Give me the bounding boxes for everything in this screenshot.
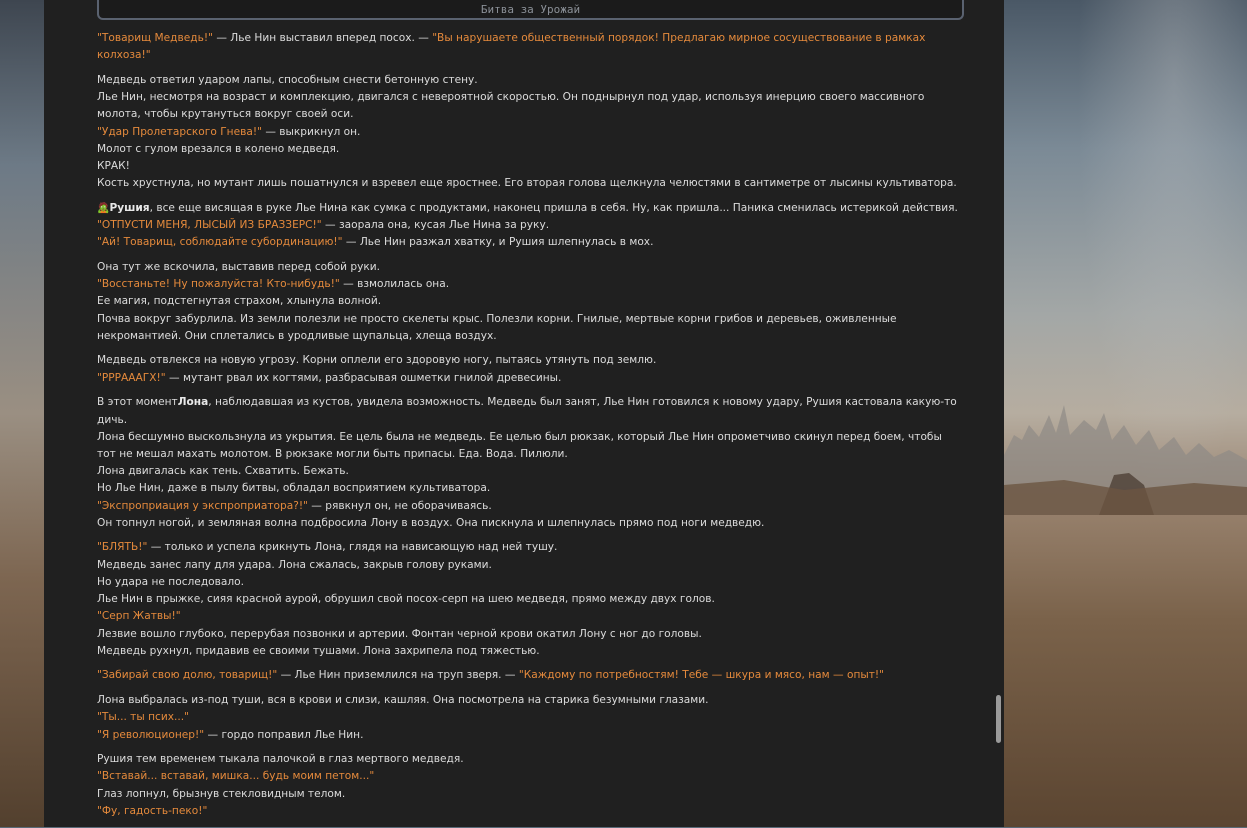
story-line: [97, 200, 964, 217]
story-line: [97, 515, 964, 532]
narration-text: Лье Нин в прыжке, сияя красной аурой, обрушил свой посох-серп на шею медведя, прямо между двух голов.: [97, 593, 715, 606]
narration-text: Лона выбралась из-под туши, вся в крови и слизи, кашляя. Она посмотрела на старика безумными глазами.: [97, 694, 709, 707]
dialogue-quote: "Забирай свою долю, товарищ!": [97, 669, 278, 682]
dialogue-quote: "Вставай... вставай, мишка... будь моим петом...": [97, 770, 375, 783]
character-name: Рушия: [109, 201, 150, 214]
narration-text: Медведь отвлекся на новую угрозу. Корни оплели его здоровую ногу, пытаясь утянуть под землю.: [97, 354, 657, 367]
story-paragraph: [97, 259, 964, 345]
chapter-title: Битва за Урожай: [480, 2, 581, 16]
story-line: [97, 786, 964, 803]
narration-text: Она тут же вскочила, выставив перед собой руки.: [97, 260, 381, 273]
story-line: [97, 89, 964, 123]
story-line: [97, 667, 964, 684]
story-paragraph: [97, 751, 964, 820]
story-text: [97, 30, 964, 828]
narration-text: КРАК!: [97, 159, 130, 172]
story-line: [97, 498, 964, 515]
story-paragraph: [97, 200, 964, 252]
story-line: [97, 643, 964, 660]
dialogue-quote: "Товарищ Медведь!": [97, 32, 213, 44]
story-line: [97, 234, 964, 251]
story-line: [97, 539, 964, 556]
chapter-title-bar[interactable]: [97, 0, 964, 20]
story-line: [97, 591, 964, 608]
story-line: [97, 751, 964, 768]
story-line: [97, 557, 964, 574]
narration-text: В этот момент: [97, 396, 178, 409]
story-line: [97, 217, 964, 234]
story-paragraph: [97, 539, 964, 659]
story-line: [97, 370, 964, 387]
narration-text: Кость хрустнула, но мутант лишь пошатнулся и взревел еще яростнее. Его вторая голова щелкнула челюстями в сантиметре от лысины культиватора.: [97, 177, 957, 190]
narration-text: , наблюдавшая из кустов, увидела возможность. Медведь был занят, Лье Нин готовился к новому удару, Рушия кастовала какую-то дичь.: [97, 396, 957, 426]
dialogue-quote: "Ай! Товарищ, соблюдайте субординацию!": [97, 236, 343, 249]
story-line: [97, 574, 964, 591]
narration-text: Молот с гулом врезался в колено медведя.: [97, 142, 340, 155]
narration-text: Медведь рухнул, придавив ее своими тушами. Лона захрипела под тяжестью.: [97, 644, 540, 657]
narration-text: Ее магия, подстегнутая страхом, хлынула волной.: [97, 295, 382, 308]
background-ruins: [1004, 395, 1247, 515]
story-line: [97, 692, 964, 709]
dialogue-quote: "Я революционер!": [97, 728, 205, 741]
story-line: [97, 311, 964, 345]
narration-text: Медведь ответил ударом лапы, способным снести бетонную стену.: [97, 73, 478, 86]
narration-text: Лезвие вошло глубоко, перерубая позвонки и артерии. Фонтан черной крови окатил Лону с ног до головы.: [97, 627, 702, 640]
scrollbar-thumb[interactable]: [996, 695, 1001, 743]
narration-text: Он топнул ногой, и земляная волна подбросила Лону в воздух. Она пискнула и шлепнулась прямо под ноги медведю.: [97, 516, 765, 529]
story-line: [97, 259, 964, 276]
background-left-strip: [0, 0, 44, 827]
story-line: [97, 175, 964, 192]
narration-text: Лона двигалась как тень. Схватить. Бежать.: [97, 465, 349, 478]
narration-text: — Лье Нин разжал хватку, и Рушия шлепнулась в мох.: [342, 236, 654, 249]
story-line: [97, 463, 964, 480]
dialogue-quote: "БЛЯТЬ!": [97, 541, 148, 554]
narration-text: Рушия тем временем тыкала палочкой в глаз мертвого медведя.: [97, 753, 464, 766]
story-line: [97, 72, 964, 89]
narration-text: Лона бесшумно выскользнула из укрытия. Ее цель была не медведь. Ее целью был рюкзак, который Лье Нин опрометчиво скинул перед боем, чтобы тот не мешал махать молотом. В рюкзаке могли быть припасы. Еда. Вода. Пилюли.: [97, 430, 942, 460]
narration-text: — Лье Нин приземлился на труп зверя. —: [277, 669, 519, 682]
story-paragraph: [97, 352, 964, 386]
story-paragraph: [97, 692, 964, 744]
story-line: [97, 727, 964, 744]
story-line: [97, 429, 964, 463]
narration-text: — Лье Нин выставил вперед посох. —: [212, 32, 433, 44]
story-paragraph: [97, 72, 964, 192]
story-line: [97, 803, 964, 820]
narration-text: — взмолилась она.: [339, 278, 450, 291]
dialogue-quote: "Серп Жатвы!": [97, 610, 181, 623]
narration-text: — только и успела крикнуть Лона, глядя на нависающую над ней тушу.: [147, 541, 558, 554]
story-line: [97, 276, 964, 293]
story-line: [97, 768, 964, 785]
narration-text: — мутант рвал их когтями, разбрасывая ошметки гнилой древесины.: [165, 371, 562, 384]
story-line: [97, 480, 964, 497]
story-line: [97, 626, 964, 643]
narration-text: Но удара не последовало.: [97, 575, 244, 588]
narration-text: Медведь занес лапу для удара. Лона сжалась, закрыв голову руками.: [97, 558, 492, 571]
dialogue-quote: "Удар Пролетарского Гнева!": [97, 125, 262, 138]
dialogue-quote: "Экспроприация у экспроприатора?!": [97, 499, 308, 512]
dialogue-quote: "Фу, гадость-пеко!": [97, 804, 208, 817]
dialogue-quote: "Ты... ты псих...": [97, 711, 189, 724]
dialogue-quote: "Каждому по потребностям! Тебе — шкура и мясо, нам — опыт!": [518, 669, 885, 682]
story-line: [97, 158, 964, 175]
narration-text: Глаз лопнул, брызнув стекловидным телом.: [97, 787, 346, 800]
story-line: [97, 352, 964, 369]
narration-text: Почва вокруг забурлила. Из земли полезли не просто скелеты крыс. Полезли корни. Гнилые, мертвые корни грибов и деревьев, оживленные некромантией. Они сплетались в уродливые щупальца, хлеща воздух.: [97, 312, 897, 342]
narration-text: — заорала она, кусая Лье Нина за руку.: [321, 219, 550, 232]
story-line: [97, 394, 964, 428]
narration-text: Но Лье Нин, даже в пылу битвы, обладал восприятием культиватора.: [97, 482, 491, 495]
story-line: [97, 124, 964, 141]
story-line: [97, 293, 964, 310]
zombie-icon: 🧟: [97, 202, 110, 214]
narration-text: — выкрикнул он.: [261, 125, 361, 138]
story-paragraph: [97, 667, 964, 684]
story-line: [97, 30, 964, 64]
dialogue-quote: "Вы нарушаете общественный порядок! Предлагаю мирное сосуществование в рамках колхоза!": [97, 32, 926, 62]
dialogue-quote: "РРРААAГХ!": [97, 371, 166, 384]
dialogue-quote: "ОТПУСТИ МЕНЯ, ЛЫСЫЙ ИЗ БРАЗЗЕРС!": [97, 219, 322, 232]
story-paragraph: [97, 30, 964, 64]
narration-text: — рявкнул он, не оборачиваясь.: [307, 499, 492, 512]
narration-text: — гордо поправил Лье Нин.: [204, 728, 364, 741]
story-line: [97, 709, 964, 726]
story-line: [97, 141, 964, 158]
dialogue-quote: "Восстаньте! Ну пожалуйста! Кто-нибудь!": [97, 278, 340, 291]
character-name: Лона: [177, 396, 209, 409]
narration-text: Лье Нин, несмотря на возраст и комплекцию, двигался с невероятной скоростью. Он поднырнул под удар, используя инерцию своего массивного молота, чтобы крутануться вокруг своей оси.: [97, 91, 925, 121]
story-paragraph: [97, 394, 964, 532]
story-line: [97, 608, 964, 625]
narration-text: , все еще висящая в руке Лье Нина как сумка с продуктами, наконец пришла в себя. Ну, как пришла... Паника сменилась истерикой действия.: [149, 201, 958, 214]
